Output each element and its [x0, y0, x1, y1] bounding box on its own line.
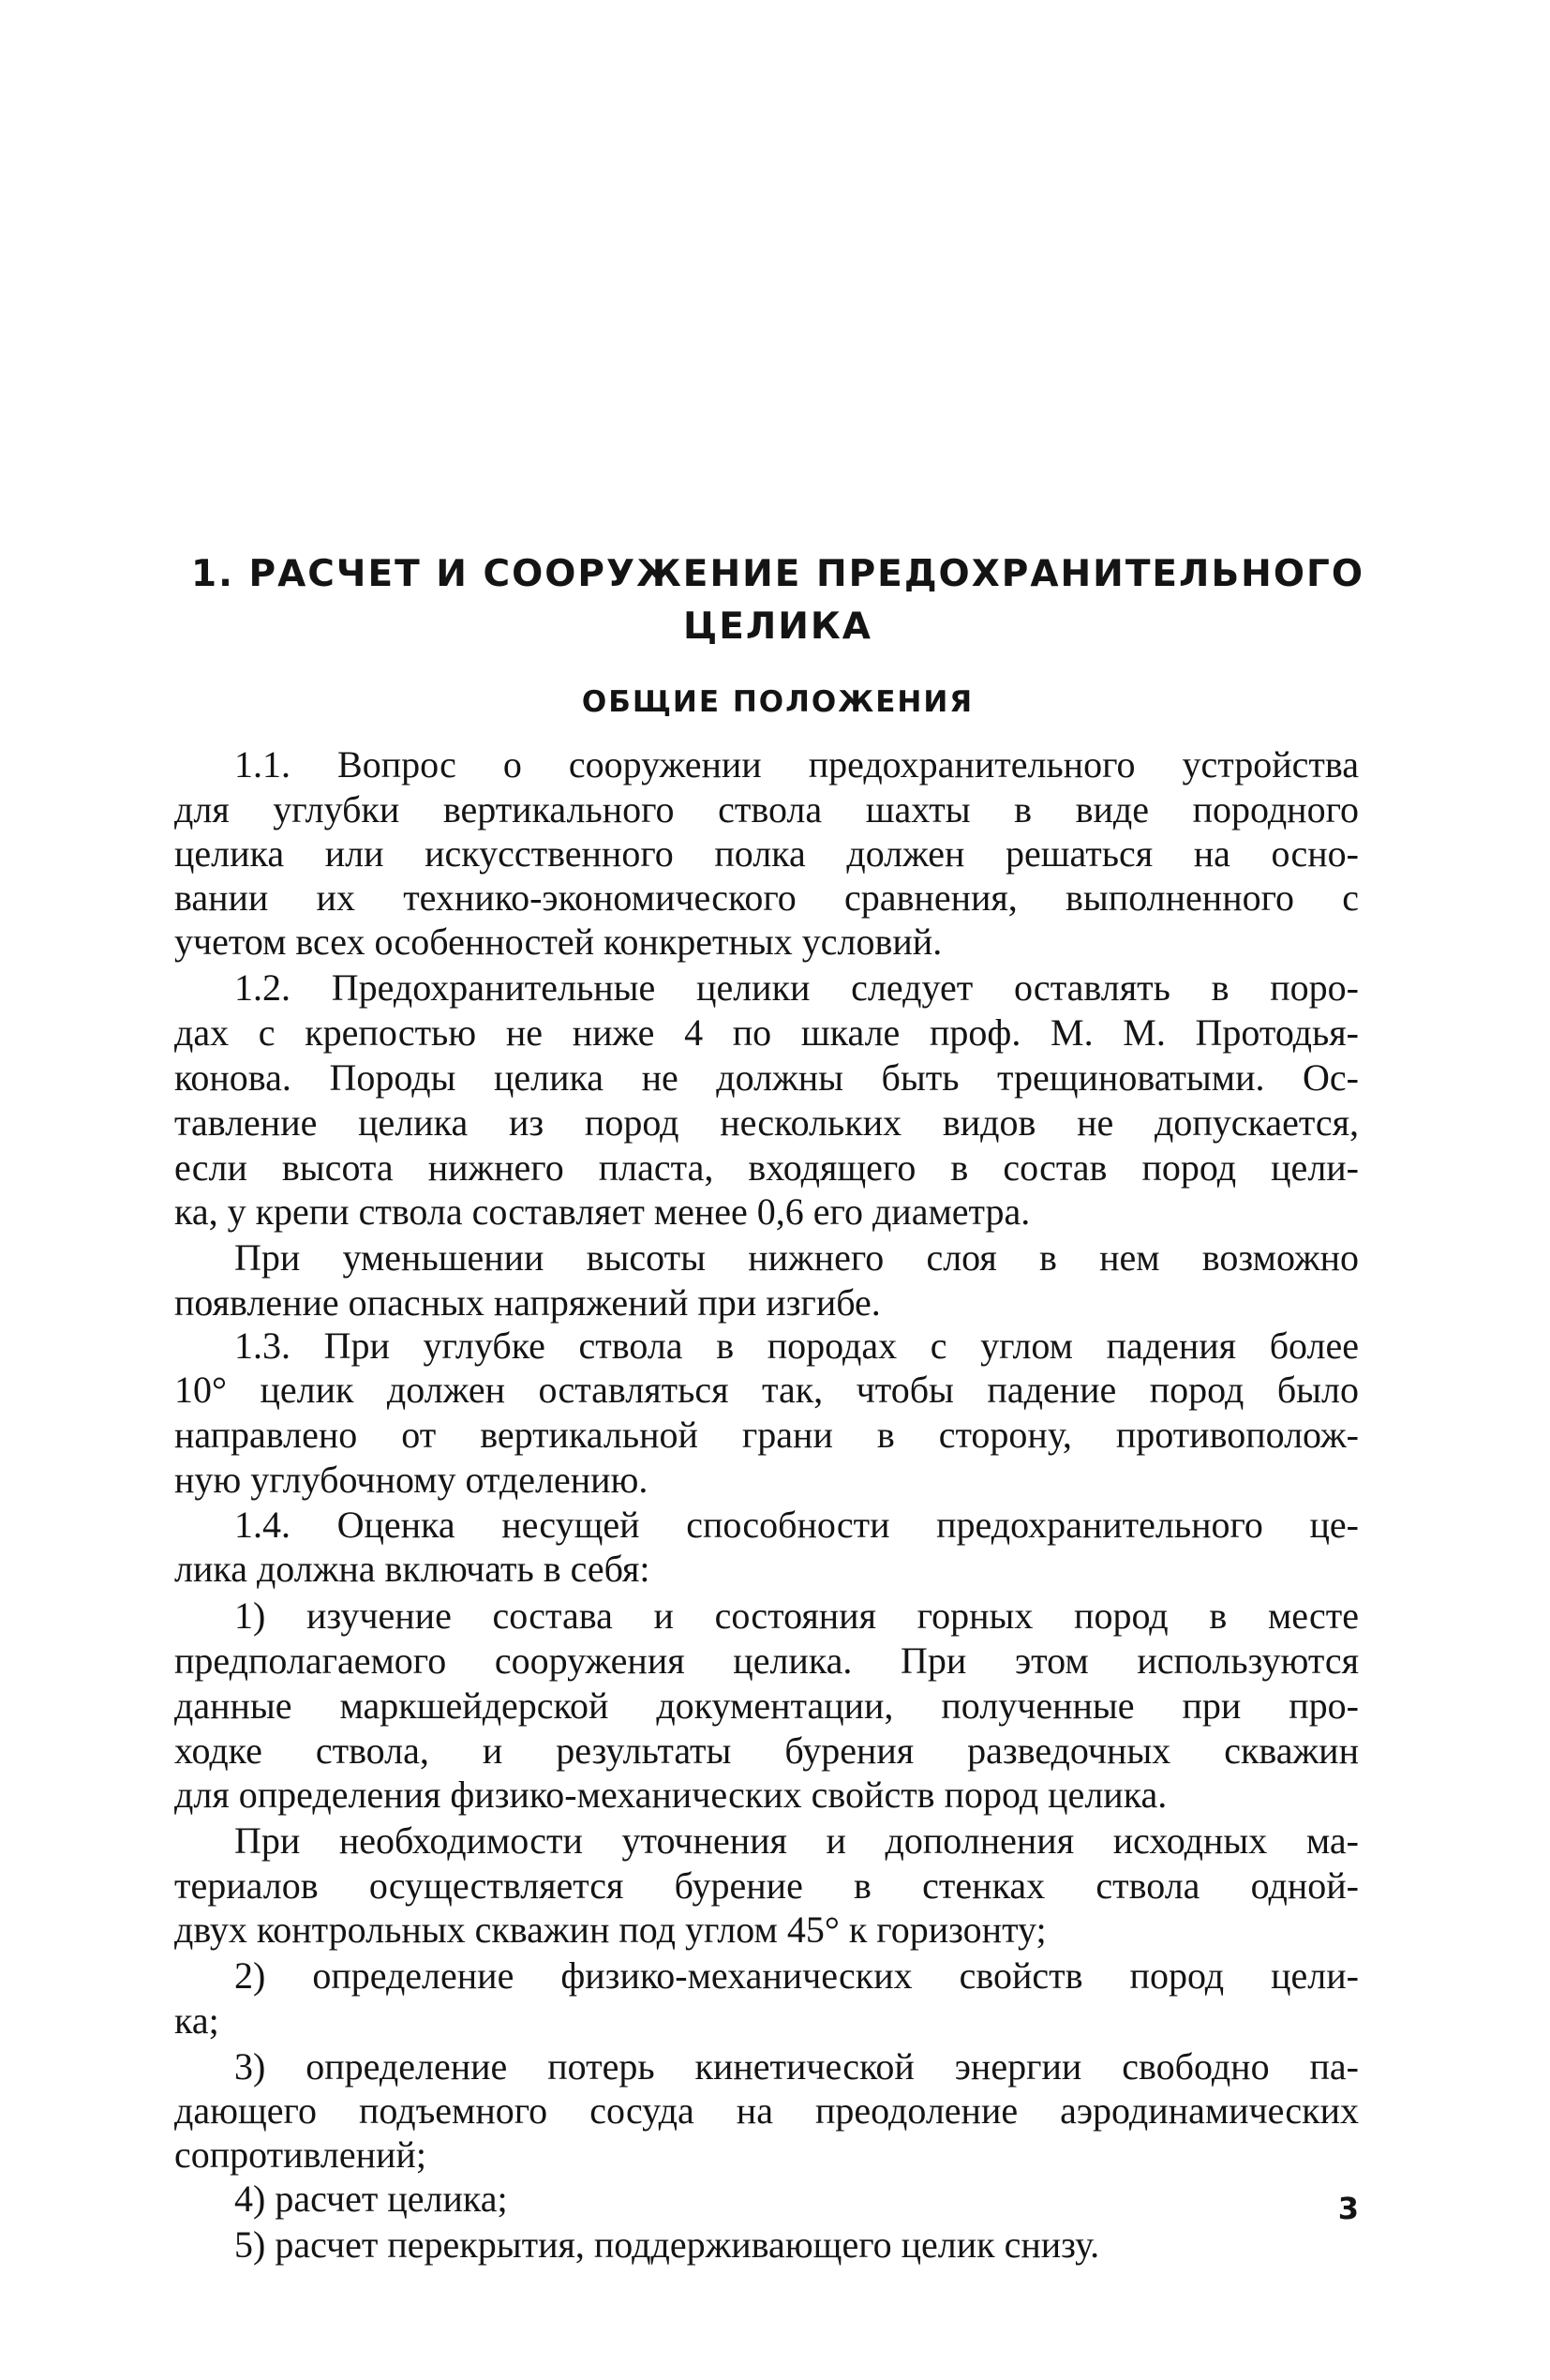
- text-line-para-6-1: При необходимости уточнения и дополнения исходных ма-: [234, 1819, 1359, 1862]
- text-line-para-1-2: для углубки вертикального ствола шахты в виде породного: [174, 788, 1359, 831]
- chapter-title-line-2: ЦЕЛИКА: [683, 606, 872, 648]
- text-line-item-1-3: данные маркшейдерской документации, полученные при про-: [174, 1684, 1359, 1727]
- text-line-item-3-1: 3) определение потерь кинетической энергии свободно па-: [234, 2045, 1359, 2088]
- text-line-para-2-6: ка, у крепи ствола составляет менее 0,6 его диаметра.: [174, 1190, 1031, 1233]
- text-line-item-1-1: 1) изучение состава и состояния горных пород в месте: [234, 1594, 1359, 1637]
- text-line-item-4: 4) расчет целика;: [234, 2178, 508, 2220]
- text-line-para-3-1: При уменьшении высоты нижнего слоя в нем возможно: [234, 1236, 1359, 1279]
- text-line-para-2-2: дах с крепостью не ниже 4 по шкале проф. М. М. Протодья-: [174, 1011, 1359, 1054]
- text-line-item-3-3: сопротивлений;: [174, 2133, 426, 2176]
- text-line-para-4-3: направлено от вертикальной грани в сторону, противополож-: [174, 1414, 1359, 1456]
- text-line-para-5-1: 1.4. Оценка несущей способности предохранительного це-: [234, 1504, 1359, 1546]
- text-line-item-3-2: дающего подъемного сосуда на преодоление аэродинамических: [174, 2089, 1359, 2132]
- text-line-para-4-4: ную углубочному отделению.: [174, 1459, 648, 1501]
- text-line-item-1-4: ходке ствола, и результаты бурения разведочных скважин: [174, 1729, 1359, 1772]
- text-line-item-5: 5) расчет перекрытия, поддерживающего целик снизу.: [234, 2223, 1100, 2266]
- text-line-item-1-2: предполагаемого сооружения целика. При этом используются: [174, 1639, 1359, 1682]
- text-line-para-1-4: вании их технико-экономического сравнения, выполненного с: [174, 876, 1359, 919]
- text-line-para-6-3: двух контрольных скважин под углом 45° к горизонту;: [174, 1908, 1047, 1951]
- text-line-para-1-5: учетом всех особенностей конкретных условий.: [174, 921, 943, 963]
- text-line-item-2-2: ка;: [174, 1999, 219, 2042]
- text-line-item-2-1: 2) определение физико-механических свойств пород цели-: [234, 1954, 1359, 1997]
- text-line-para-1-3: целика или искусственного полка должен решаться на осно-: [174, 832, 1359, 875]
- text-line-para-1-1: 1.1. Вопрос о сооружении предохранительного устройства: [234, 743, 1359, 786]
- text-line-para-3-2: появление опасных напряжений при изгибе.: [174, 1281, 881, 1324]
- section-title: ОБЩИЕ ПОЛОЖЕНИЯ: [581, 685, 975, 719]
- text-line-item-1-5: для определения физико-механических свойств пород целика.: [174, 1774, 1168, 1816]
- text-line-para-2-5: если высота нижнего пласта, входящего в состав пород цели-: [174, 1146, 1359, 1189]
- text-line-para-2-4: тавление целика из пород нескольких видов не допускается,: [174, 1101, 1359, 1144]
- text-line-para-6-2: териалов осуществляется бурение в стенках ствола одной-: [174, 1864, 1359, 1907]
- page-number: 3: [1337, 2191, 1359, 2226]
- text-line-para-4-2: 10° целик должен оставляться так, чтобы падение пород было: [174, 1369, 1359, 1411]
- chapter-title-line-1: 1. РАСЧЕТ И СООРУЖЕНИЕ ПРЕДОХРАНИТЕЛЬНОГО: [191, 553, 1364, 595]
- text-line-para-2-1: 1.2. Предохранительные целики следует оставлять в поро-: [234, 966, 1359, 1009]
- text-line-para-5-2: лика должна включать в себя:: [174, 1548, 650, 1590]
- text-line-para-4-1: 1.3. При углубке ствола в породах с углом падения более: [234, 1325, 1359, 1367]
- text-line-para-2-3: конова. Породы целика не должны быть трещиноватыми. Ос-: [174, 1056, 1359, 1099]
